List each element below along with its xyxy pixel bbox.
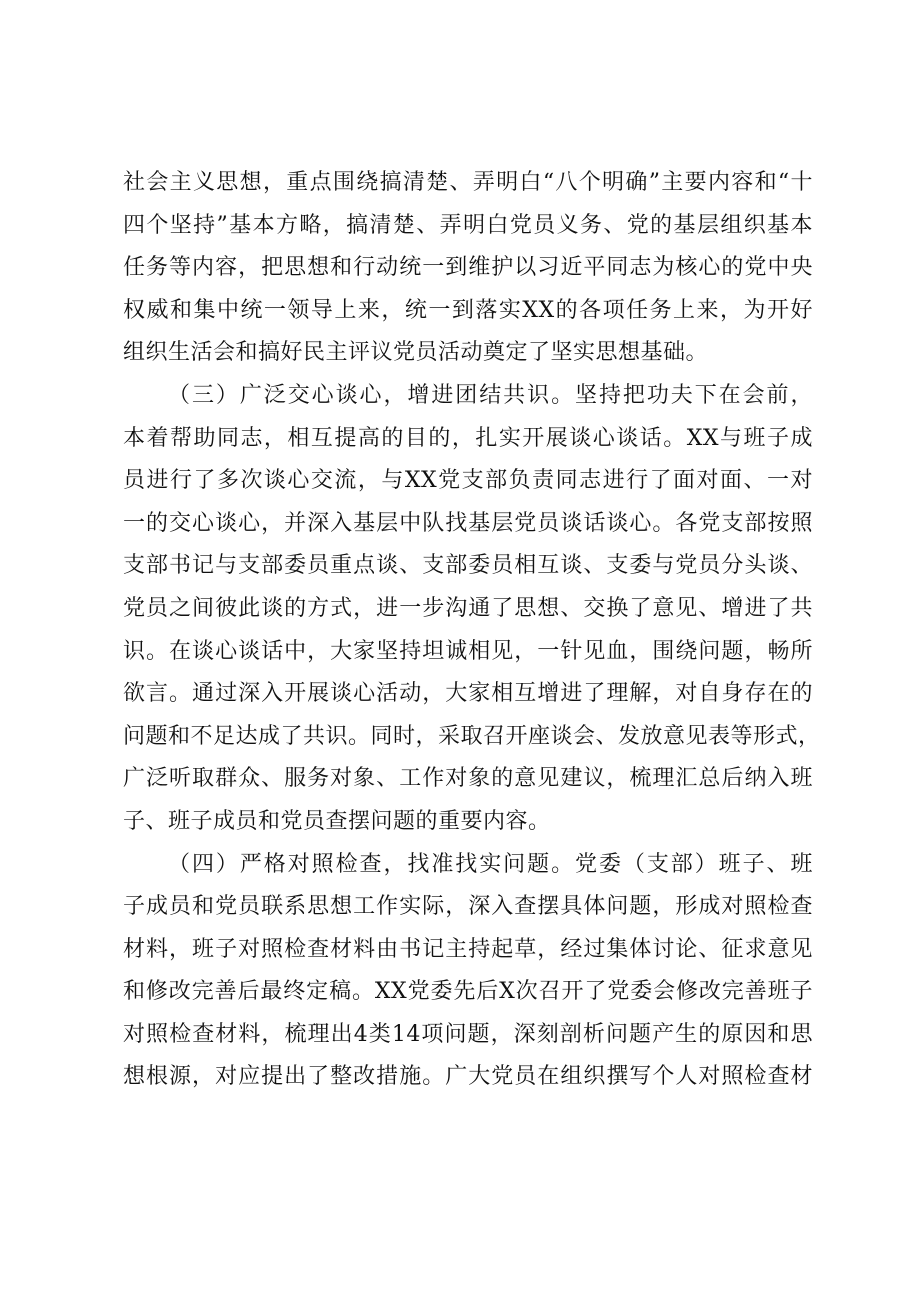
- paragraph-2-line-6: 党员之间彼此谈的方式，进一步沟通了思想、交换了意见、增进了共: [123, 595, 813, 621]
- document-body: [123, 162, 821, 1099]
- paragraph-1-line-4: 权威和集中统一领导上来，统一到落实XX的各项任务上来，为开好: [123, 297, 813, 323]
- paragraph-3-line-1: （四）严格对照检查，找准找实问题。党委（支部）班子、班: [168, 851, 813, 877]
- paragraph-3-line-3: 材料，班子对照检查材料由书记主持起草，经过集体讨论、征求意见: [123, 936, 813, 962]
- paragraph-2-line-8: 欲言。通过深入开展谈心活动，大家相互增进了理解，对自身存在的: [123, 681, 813, 707]
- paragraph-2-line-1: （三）广泛交心谈心，增进团结共识。坚持把功夫下在会前，: [168, 382, 813, 408]
- paragraph-1-line-5: 组织生活会和搞好民主评议党员活动奠定了坚实思想基础。: [123, 340, 709, 366]
- paragraph-2-line-10: 广泛听取群众、服务对象、工作对象的意见建议，梳理汇总后纳入班: [123, 766, 813, 792]
- paragraph-2-line-9: 问题和不足达成了共识。同时，采取召开座谈会、发放意见表等形式，: [123, 723, 821, 749]
- paragraph-2-line-5: 支部书记与支部委员重点谈、支部委员相互谈、支委与党员分头谈、: [123, 553, 813, 579]
- paragraph-3-line-6: 想根源，对应提出了整改措施。广大党员在组织撰写个人对照检查材: [123, 1064, 813, 1090]
- paragraph-1-line-1: 社会主义思想，重点围绕搞清楚、弄明白“八个明确”主要内容和“十: [123, 170, 813, 195]
- paragraph-2-line-11: 子、班子成员和党员查摆问题的重要内容。: [123, 808, 551, 834]
- paragraph-2-line-2: 本着帮助同志，相互提高的目的，扎实开展谈心谈话。XX与班子成: [123, 425, 813, 451]
- paragraph-3-line-4: 和修改完善后最终定稿。XX党委先后X次召开了党委会修改完善班子: [123, 979, 813, 1005]
- paragraph-3-line-2: 子成员和党员联系思想工作实际，深入查摆具体问题，形成对照检查: [123, 894, 813, 920]
- paragraph-2-line-3: 员进行了多次谈心交流，与XX党支部负责同志进行了面对面、一对: [123, 468, 813, 494]
- paragraph-2-line-7: 识。在谈心谈话中，大家坚持坦诚相见，一针见血，围绕问题，畅所: [123, 638, 813, 664]
- paragraph-1-line-2: 四个坚持”基本方略，搞清楚、弄明白党员义务、党的基层组织基本: [123, 212, 813, 238]
- paragraph-1-line-3: 任务等内容，把思想和行动统一到维护以习近平同志为核心的党中央: [123, 255, 813, 281]
- paragraph-3-line-5: 对照检查材料，梳理出4类14项问题，深刻剖析问题产生的原因和思: [123, 1021, 813, 1047]
- paragraph-2-line-4: 一的交心谈心，并深入基层中队找基层党员谈话谈心。各党支部按照: [123, 510, 813, 536]
